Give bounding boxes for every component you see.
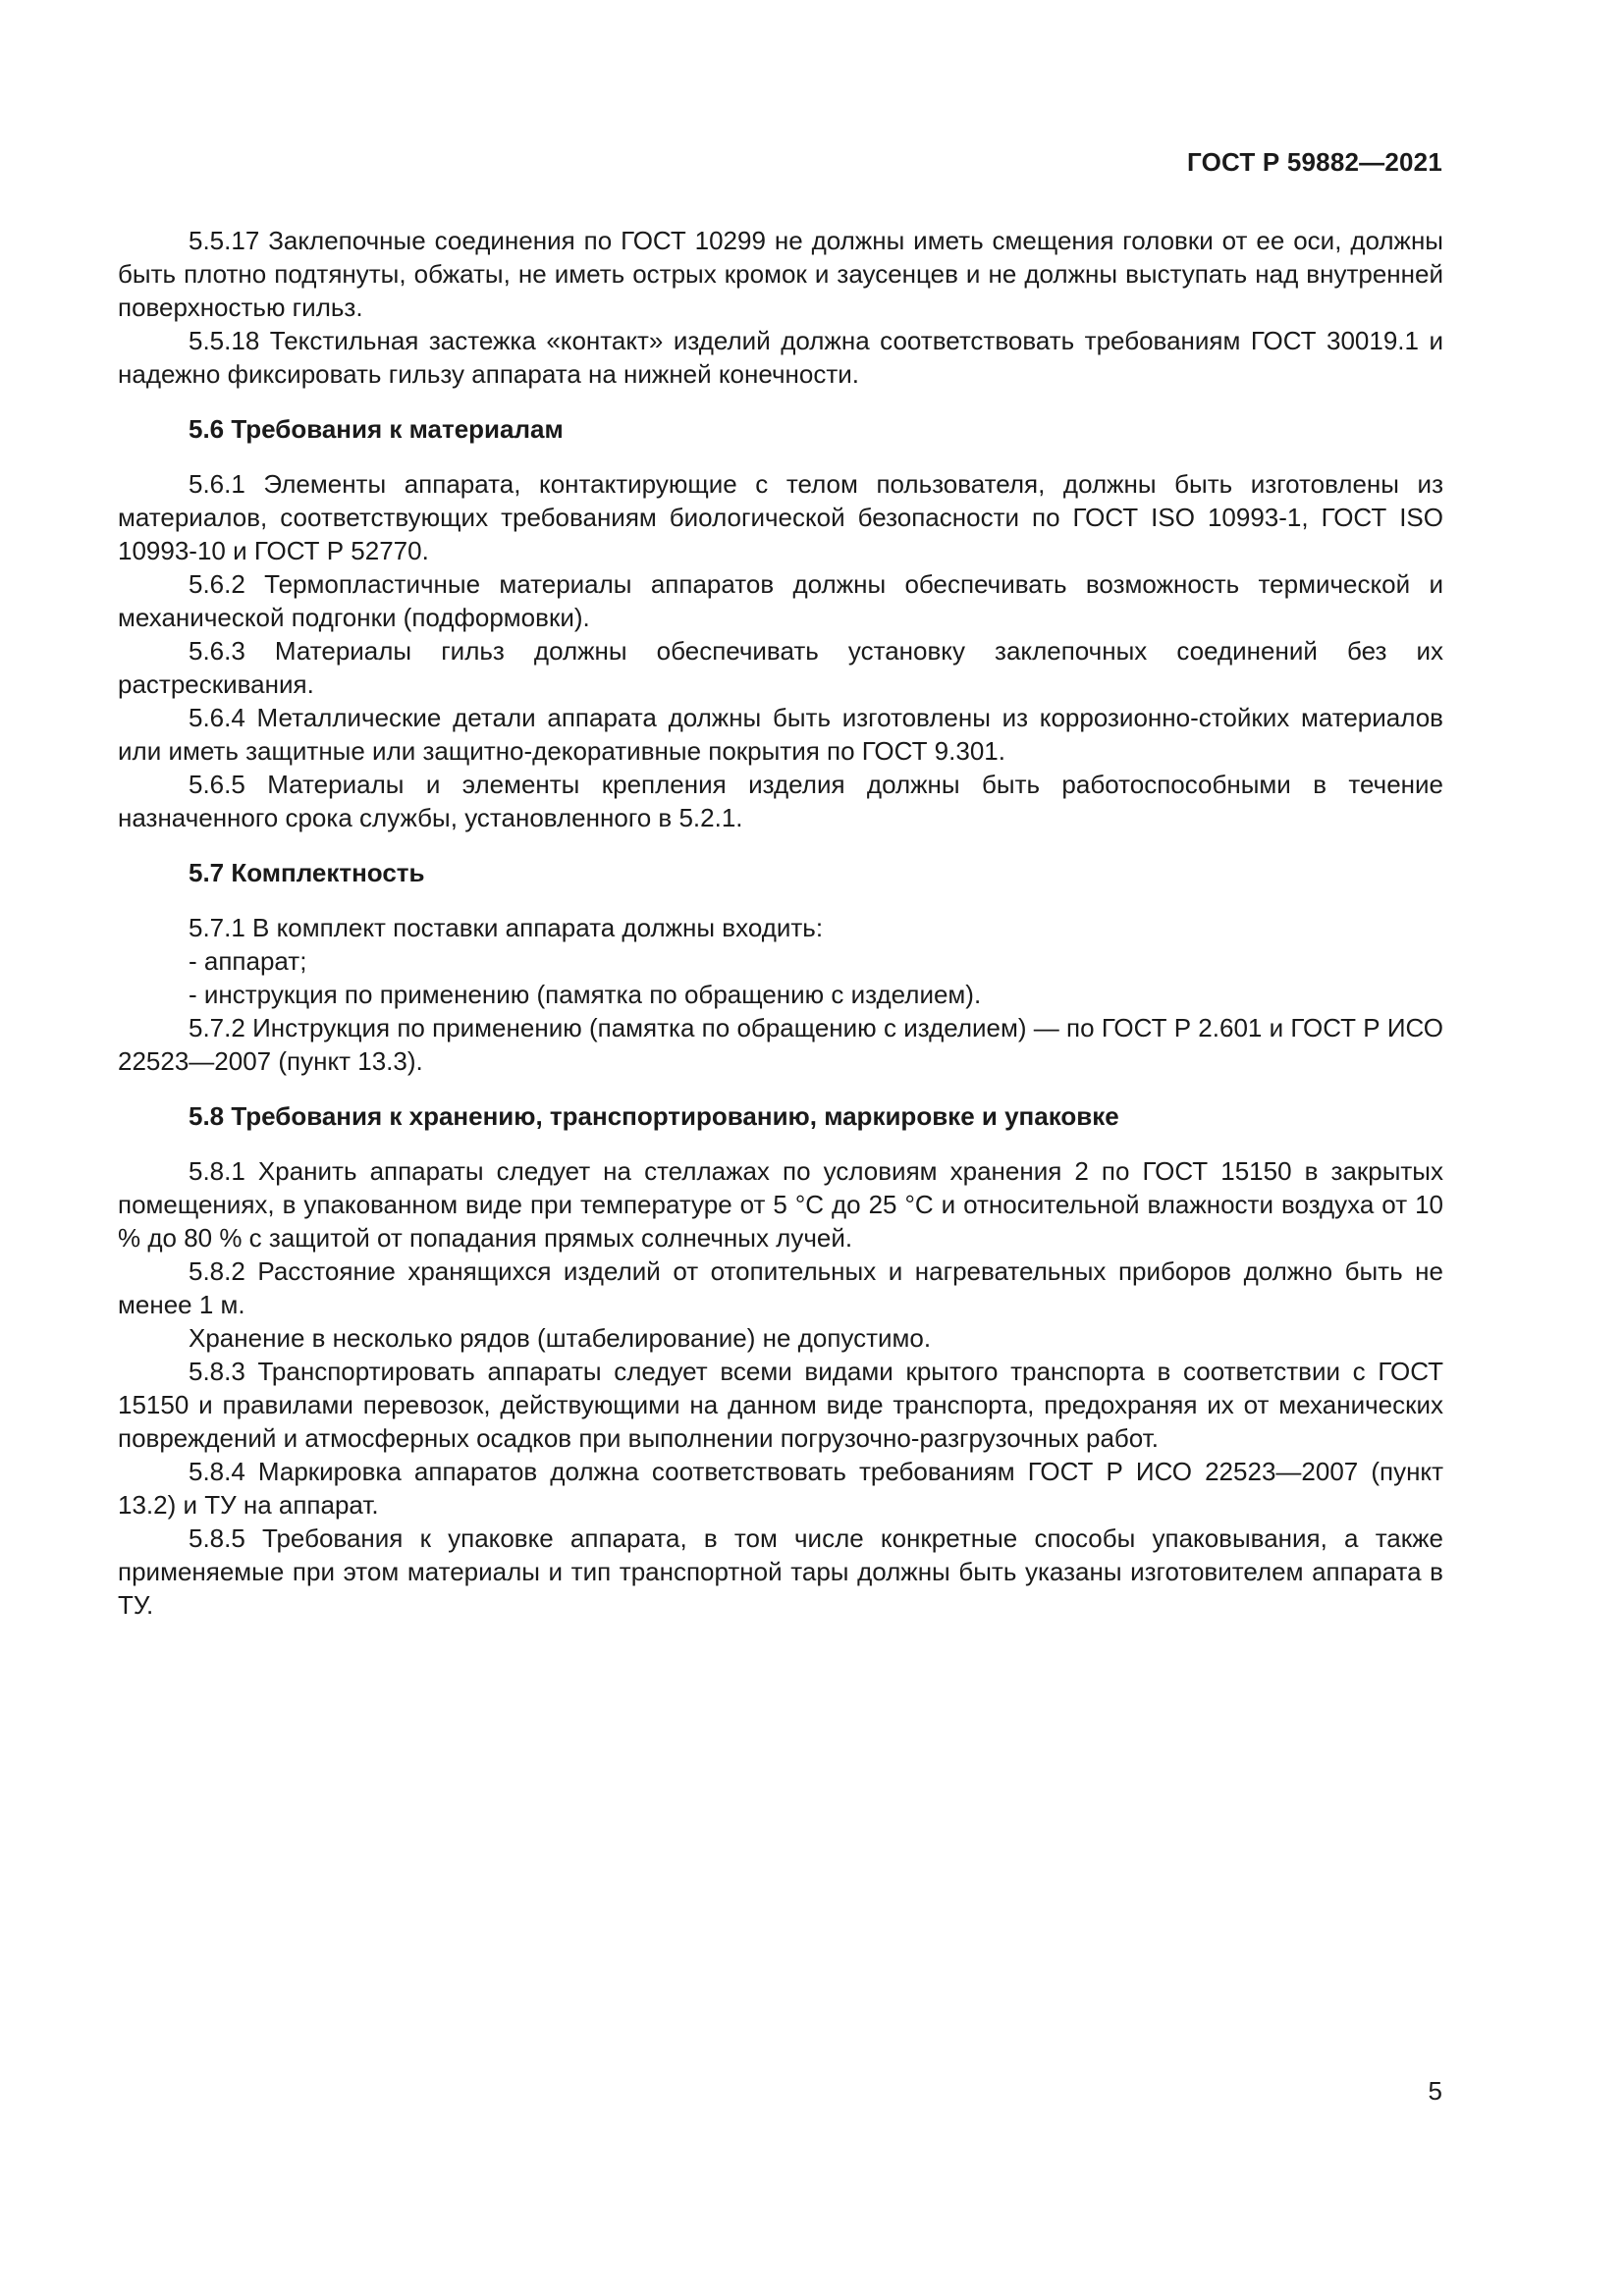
paragraph-5-8-4: 5.8.4 Маркировка аппаратов должна соответствовать требованиям ГОСТ Р ИСО 22523—2007 (пункт 13.2) и ТУ на аппарат. [118, 1457, 1443, 1520]
paragraph-5-5-18: 5.5.18 Текстильная застежка «контакт» изделий должна соответствовать требованиям ГОСТ 30019.1 и надежно фиксировать гильзу аппарата на нижней конечности. [118, 326, 1443, 389]
paragraph-5-6-3: 5.6.3 Материалы гильз должны обеспечивать установку заклепочных соединений без их растрескивания. [118, 636, 1443, 699]
document-body [118, 224, 1443, 1622]
section-heading-5-7: 5.7 Комплектность [189, 858, 425, 887]
paragraph-5-7-1: 5.7.1 В комплект поставки аппарата должны входить: [189, 913, 824, 942]
paragraph-5-8-3: 5.8.3 Транспортировать аппараты следует всеми видами крытого транспорта в соответствии с ГОСТ 15150 и правилами перевозок, действующими на данном виде транспорта, предохраняя их от механических повреждений и атмосферных осадков при выполнении погрузочно-разгрузочных работ. [118, 1357, 1443, 1453]
paragraph-5-6-2: 5.6.2 Термопластичные материалы аппаратов должны обеспечивать возможность термической и механической подгонки (подформовки). [118, 569, 1443, 632]
paragraph-5-8-2: 5.8.2 Расстояние хранящихся изделий от отопительных и нагревательных приборов должно быть не менее 1 м. [118, 1256, 1443, 1319]
document-code-header: ГОСТ Р 59882—2021 [1187, 147, 1442, 177]
paragraph-5-7-2: 5.7.2 Инструкция по применению (памятка по обращению с изделием) — по ГОСТ Р 2.601 и ГОСТ Р ИСО 22523—2007 (пункт 13.3). [118, 1013, 1443, 1076]
paragraph-5-8-5: 5.8.5 Требования к упаковке аппарата, в том числе конкретные способы упаковывания, а также применяемые при этом материалы и тип транспортной тары должны быть указаны изготовителем аппарата в ТУ. [118, 1523, 1443, 1620]
paragraph-5-8-2-stacking: Хранение в несколько рядов (штабелирование) не допустимо. [189, 1323, 932, 1353]
paragraph-5-5-17: 5.5.17 Заклепочные соединения по ГОСТ 10299 не должны иметь смещения головки от ее оси, должны быть плотно подтянуты, обжаты, не иметь острых кромок и заусенцев и не должны выступать над внутренней поверхностью гильз. [118, 226, 1443, 322]
paragraph-5-6-4: 5.6.4 Металлические детали аппарата должны быть изготовлены из коррозионно-стойких материалов или иметь защитные или защитно-декоративные покрытия по ГОСТ 9.301. [118, 703, 1443, 766]
list-item-apparatus: - аппарат; [189, 946, 307, 976]
page-number: 5 [1428, 2076, 1442, 2106]
section-heading-5-6: 5.6 Требования к материалам [189, 414, 564, 444]
section-heading-5-8: 5.8 Требования к хранению, транспортированию, маркировке и упаковке [189, 1101, 1119, 1131]
paragraph-5-6-5: 5.6.5 Материалы и элементы крепления изделия должны быть работоспособными в течение назначенного срока службы, установленного в 5.2.1. [118, 770, 1443, 832]
list-item-instructions: - инструкция по применению (памятка по обращению с изделием). [189, 980, 982, 1009]
paragraph-5-8-1: 5.8.1 Хранить аппараты следует на стеллажах по условиям хранения 2 по ГОСТ 15150 в закрытых помещениях, в упакованном виде при температуре от 5 °С до 25 °С и относительной влажности воздуха от 10 % до 80 % с защитой от попадания прямых солнечных лучей. [118, 1156, 1443, 1253]
paragraph-5-6-1: 5.6.1 Элементы аппарата, контактирующие с телом пользователя, должны быть изготовлены из материалов, соответствующих требованиям биологической безопасности по ГОСТ ISO 10993-1, ГОСТ ISO 10993-10 и ГОСТ Р 52770. [118, 469, 1443, 565]
